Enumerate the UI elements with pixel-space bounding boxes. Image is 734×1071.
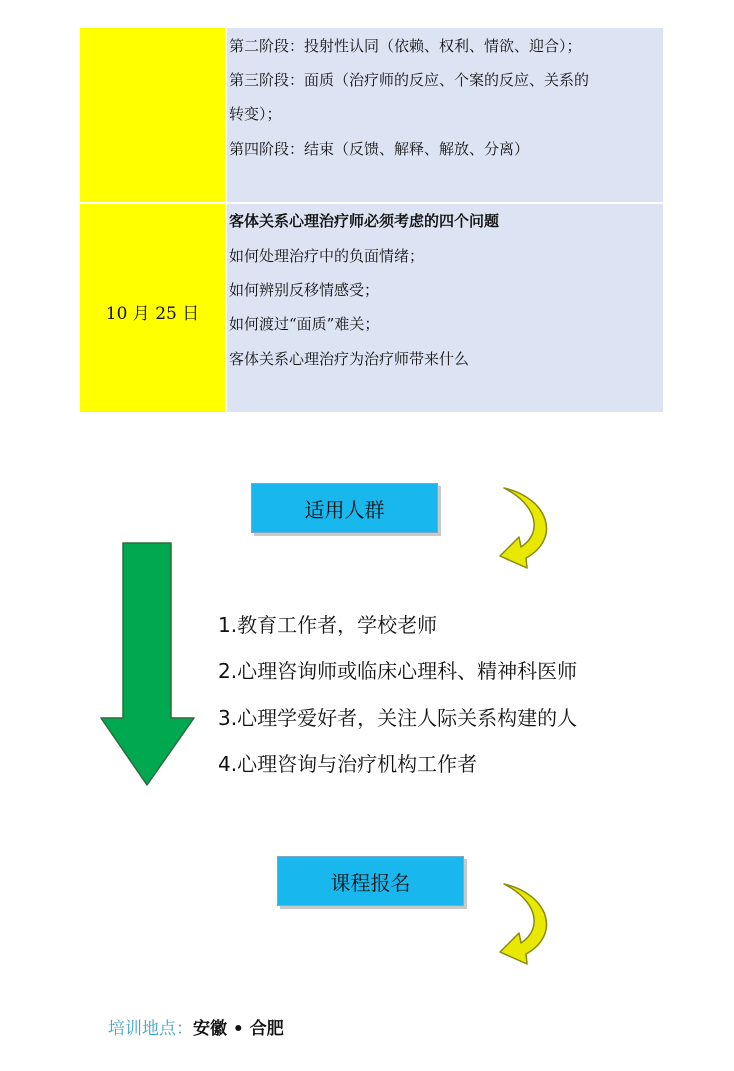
audience-item-3: 3.心理学爱好者，关注人际关系构建的人: [218, 706, 578, 730]
schedule-heading: 客体关系心理治疗师必须考虑的四个问题: [229, 212, 500, 230]
schedule-line: 第三阶段：面质（治疗师的反应、个案的反应、关系的: [229, 71, 590, 89]
location-value: 安徽 • 合肥: [193, 1019, 284, 1039]
schedule-line: 如何处理治疗中的负面情绪；: [229, 247, 425, 265]
audience-button[interactable]: 适用人群: [251, 483, 438, 533]
schedule-line: 客体关系心理治疗为治疗师带来什么: [229, 350, 470, 368]
arrow-down-icon: [100, 542, 196, 788]
audience-item-4: 4.心理咨询与治疗机构工作者: [218, 752, 478, 776]
audience-item-1: 1.教育工作者，学校老师: [218, 613, 438, 637]
schedule-date-cell-2: [80, 204, 225, 412]
schedule-line: 第四阶段：结束（反馈、解释、解放、分离）: [229, 140, 530, 158]
schedule-date-cell-1: [80, 28, 225, 202]
schedule-line: 第二阶段：投射性认同（依赖、权利、情欲、迎合）；: [229, 37, 582, 55]
curved-arrow-icon: [490, 880, 560, 980]
schedule-line: 转变）；: [229, 105, 282, 123]
location-label: 培训地点：: [108, 1019, 193, 1039]
schedule-content-cell-2: [227, 204, 663, 412]
schedule-table: [80, 28, 663, 412]
schedule-date-2: 10 月 25 日: [105, 304, 200, 324]
curved-arrow-icon: [490, 484, 560, 584]
schedule-line: 如何辨别反移情感受；: [229, 281, 380, 299]
training-location: [108, 1014, 284, 1039]
schedule-content-cell-1: [227, 28, 663, 202]
schedule-line: 如何渡过“面质”难关；: [229, 315, 380, 333]
audience-item-2: 2.心理咨询师或临床心理科、精神科医师: [218, 659, 578, 683]
enroll-button[interactable]: 课程报名: [277, 856, 464, 906]
